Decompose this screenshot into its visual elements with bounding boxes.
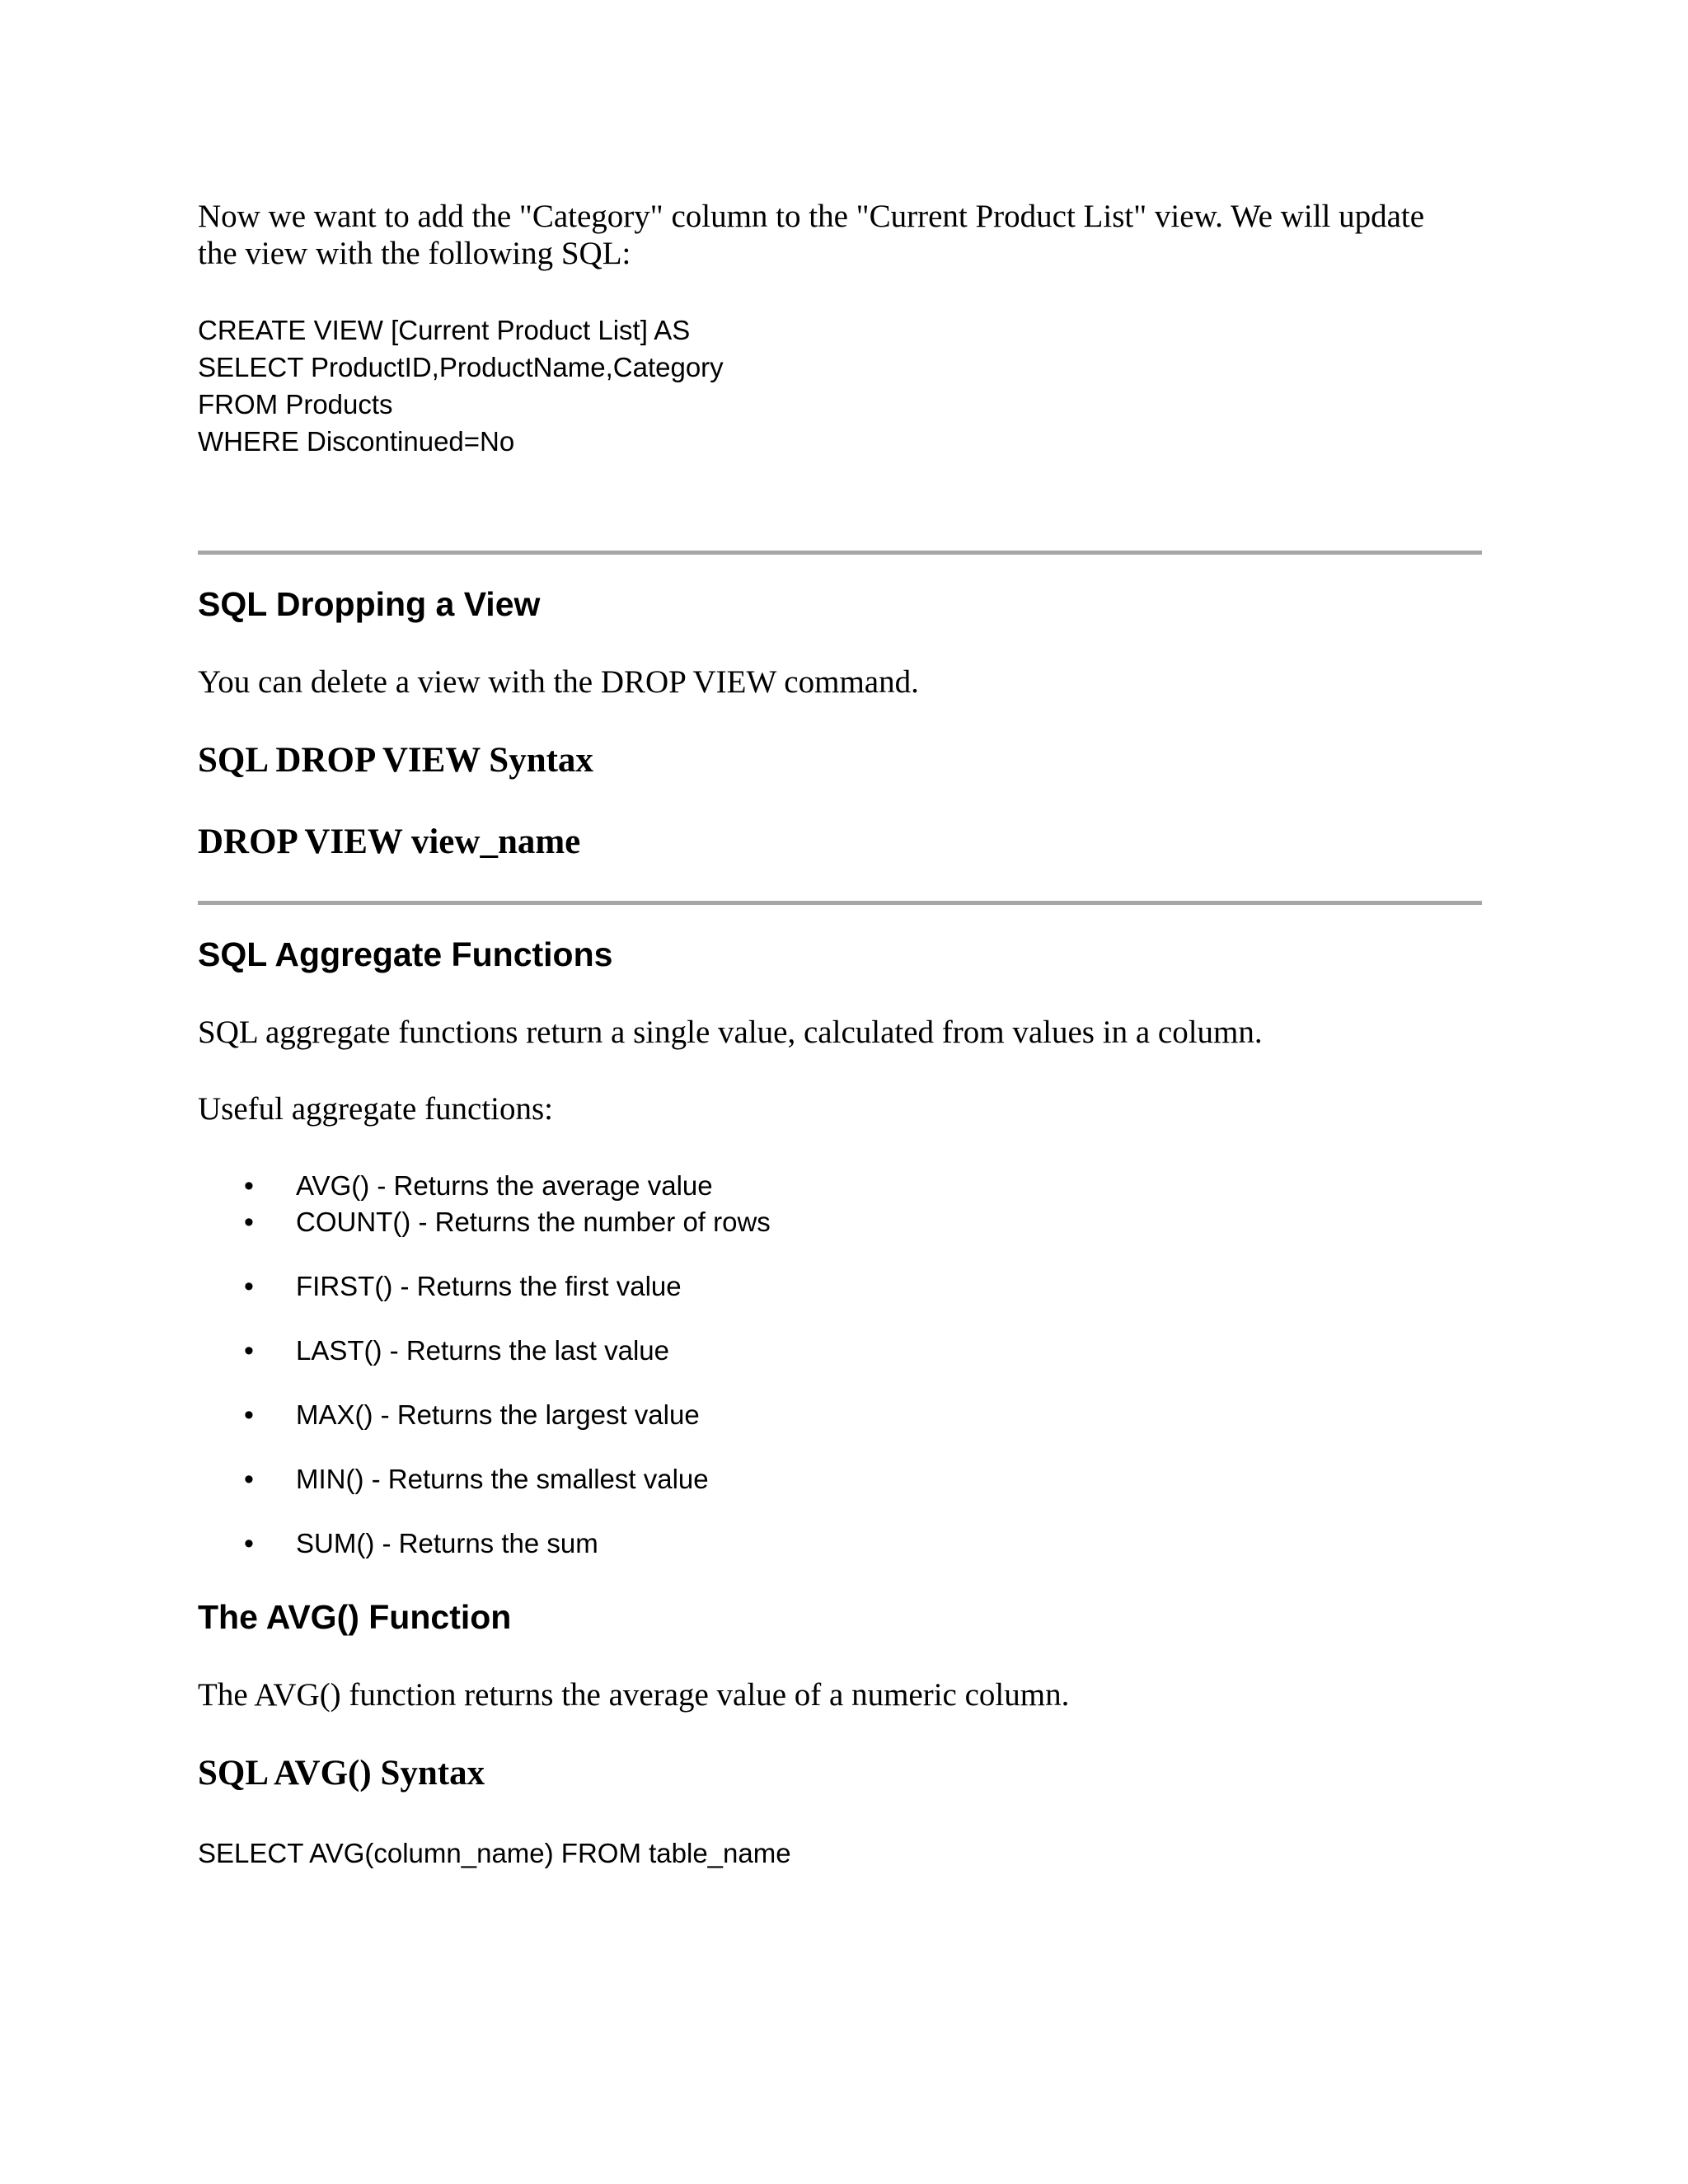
heading-dropping-view: SQL Dropping a View: [198, 585, 541, 623]
bullet-icon: •: [244, 1528, 254, 1559]
bullet-icon: •: [244, 1170, 254, 1202]
drop-view-syntax: DROP VIEW view_name: [198, 823, 581, 861]
avg-syntax-code: SELECT AVG(column_name) FROM table_name: [198, 1838, 791, 1868]
code-line: WHERE Discontinued=No: [198, 426, 515, 457]
horizontal-rule: [198, 901, 1482, 905]
list-item-text: COUNT() - Returns the number of rows: [296, 1207, 771, 1237]
heading-avg-syntax: SQL AVG() Syntax: [198, 1754, 485, 1793]
bullet-icon: •: [244, 1271, 254, 1302]
list-item-text: AVG() - Returns the average value: [296, 1170, 713, 1201]
bullet-icon: •: [244, 1464, 254, 1495]
code-line: CREATE VIEW [Current Product List] AS: [198, 315, 691, 345]
list-item-text: MIN() - Returns the smallest value: [296, 1464, 709, 1494]
list-item-text: LAST() - Returns the last value: [296, 1335, 670, 1366]
dropping-text: You can delete a view with the DROP VIEW command.: [198, 664, 919, 700]
aggregate-text: SQL aggregate functions return a single value, calculated from values in a column.: [198, 1015, 1263, 1050]
heading-avg-function: The AVG() Function: [198, 1598, 512, 1636]
useful-aggregate-text: Useful aggregate functions:: [198, 1091, 554, 1127]
list-item-text: SUM() - Returns the sum: [296, 1528, 598, 1558]
list-item-text: MAX() - Returns the largest value: [296, 1399, 700, 1430]
intro-line-2: the view with the following SQL:: [198, 236, 631, 271]
bullet-icon: •: [244, 1399, 254, 1431]
bullet-icon: •: [244, 1207, 254, 1238]
bullet-icon: •: [244, 1335, 254, 1366]
intro-line-1: Now we want to add the "Category" column to the "Current Product List" view. We will update: [198, 199, 1425, 234]
heading-drop-view-syntax: SQL DROP VIEW Syntax: [198, 741, 593, 780]
list-item-text: FIRST() - Returns the first value: [296, 1271, 682, 1301]
horizontal-rule: [198, 551, 1482, 555]
code-line: FROM Products: [198, 389, 393, 419]
code-line: SELECT ProductID,ProductName,Category: [198, 352, 724, 382]
heading-aggregate-functions: SQL Aggregate Functions: [198, 935, 613, 973]
avg-text: The AVG() function returns the average value of a numeric column.: [198, 1677, 1070, 1713]
